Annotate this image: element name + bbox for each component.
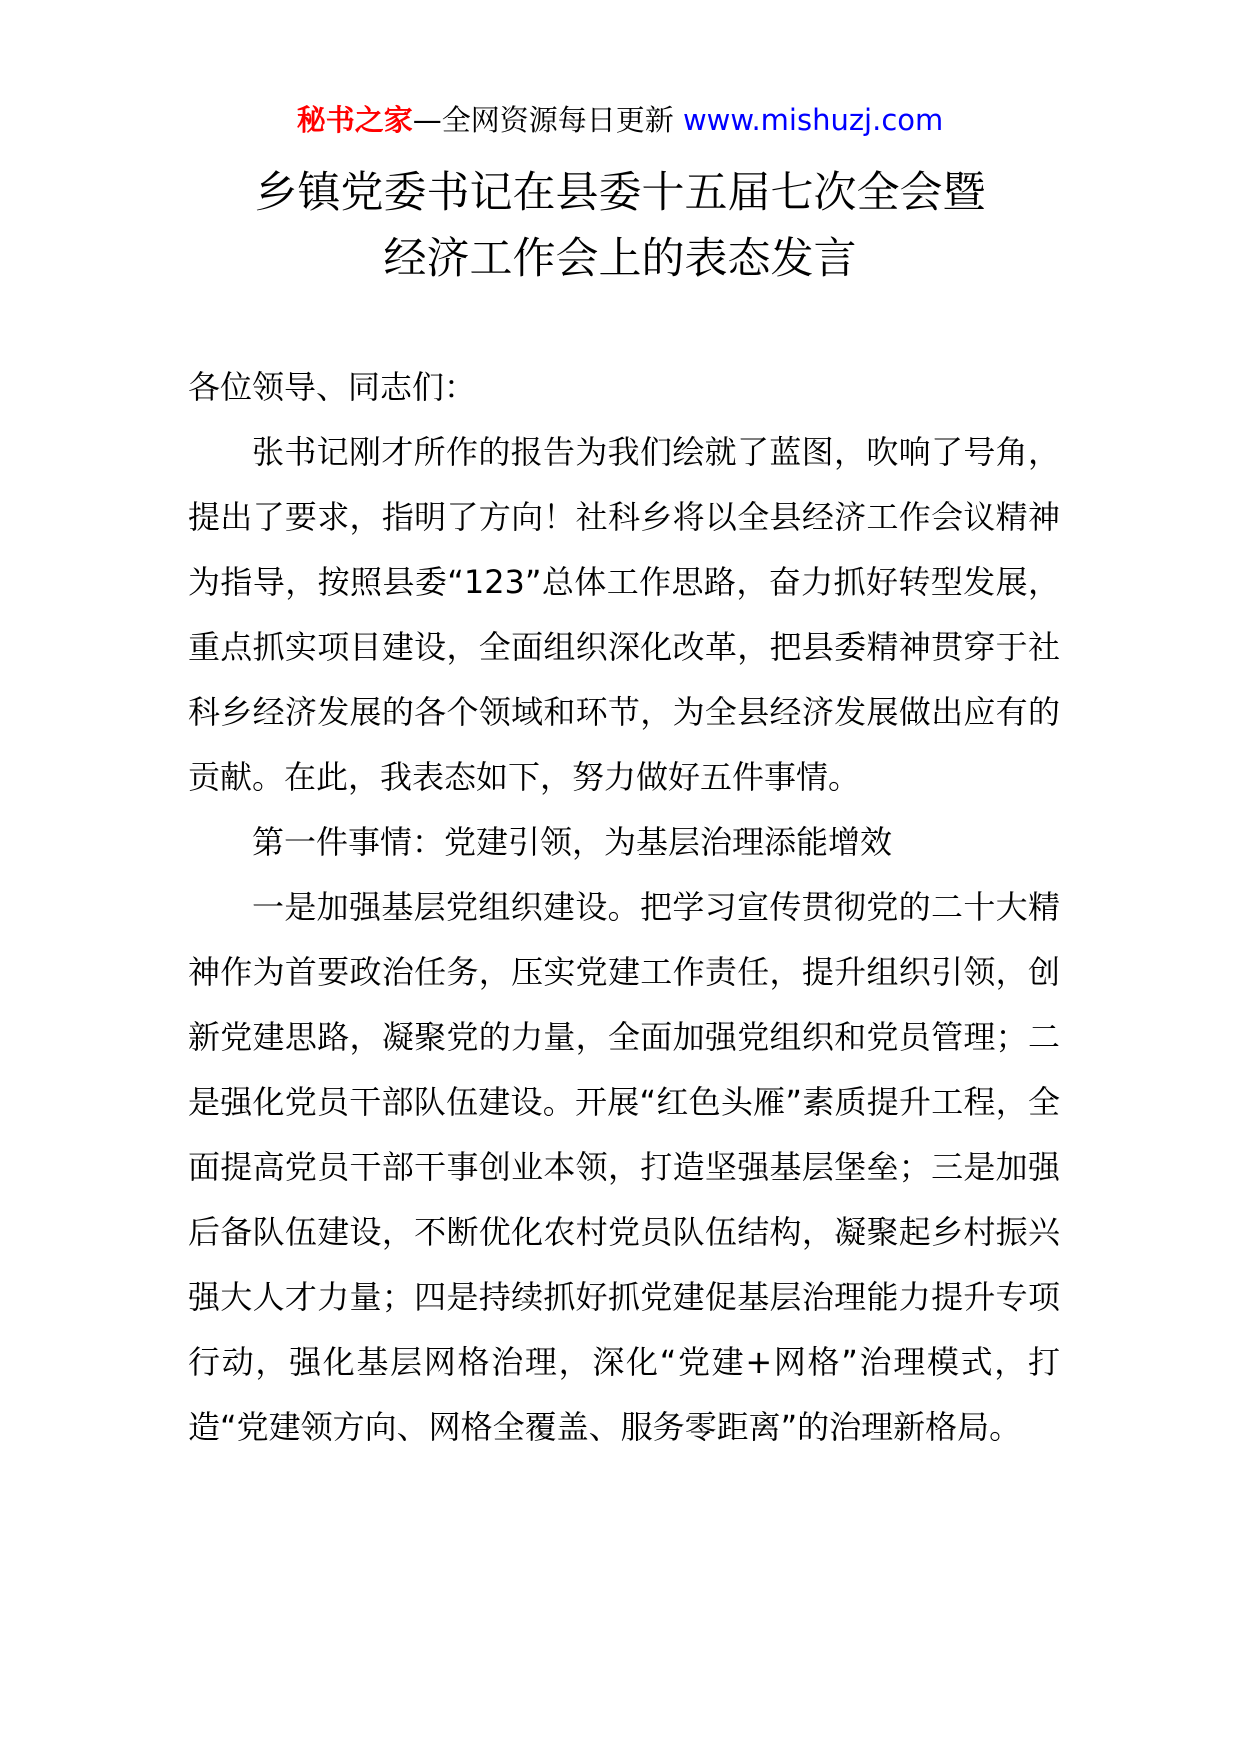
document-body — [188, 355, 1060, 1460]
title-line-2: 经济工作会上的表态发言 — [383, 234, 857, 284]
document-title — [0, 160, 1240, 292]
title-line-1: 乡镇党委书记在县委十五届七次全会暨 — [254, 168, 986, 218]
brand-name: 秘书之家 — [296, 103, 413, 137]
section-heading: 第一件事情：党建引领，为基层治理添能增效 — [252, 823, 893, 861]
site-url-link[interactable]: www.mishuzj.com — [682, 103, 944, 137]
paragraph-party-building: 一是加强基层党组织建设。把学习宣传贯彻党的二十大精神作为首要政治任务，压实党建工作责任，提升组织引领，创新党建思路，凝聚党的力量，全面加强党组织和党员管理；二是强化党员干部队伍建设。开展“红色头雁”素质提升工程，全面提高党员干部干事创业本领，打造坚强基层堡垒；三是加强后备队伍建设，不断优化农村党员队伍结构，凝聚起乡村振兴强大人才力量；四是持续抓好抓党建促基层治理能力提升专项行动，强化基层网格治理，深化“党建+网格”治理模式，打造“党建领方向、网格全覆盖、服务零距离”的治理新格局。 — [188, 888, 1060, 1446]
header-tagline: —全网资源每日更新 — [412, 103, 683, 137]
paragraph-intro: 张书记刚才所作的报告为我们绘就了蓝图，吹响了号角，提出了要求，指明了方向！社科乡将以全县经济工作会议精神为指导，按照县委“123”总体工作思路，奋力抓好转型发展，重点抓实项目建设，全面组织深化改革，把县委精神贯穿于社科乡经济发展的各个领域和环节，为全县经济发展做出应有的贡献。在此，我表态如下，努力做好五件事情。 — [188, 433, 1060, 796]
salutation: 各位领导、同志们： — [188, 368, 477, 406]
watermark-header — [0, 100, 1240, 140]
